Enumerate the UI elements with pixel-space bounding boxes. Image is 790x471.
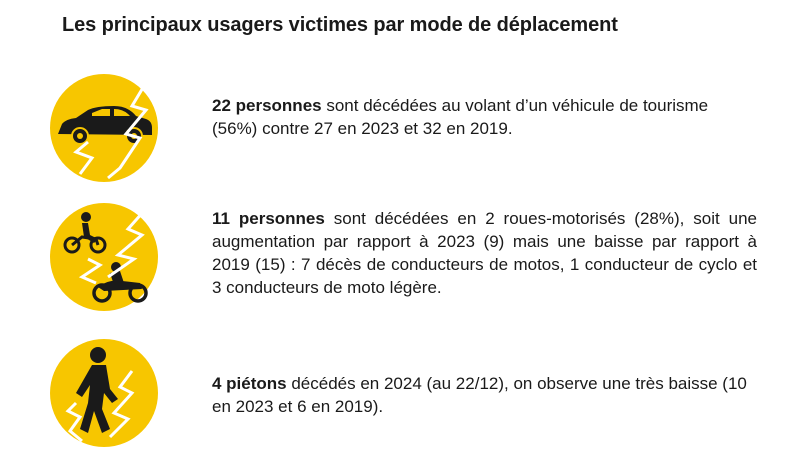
car-icon [48,72,160,184]
victim-item-text [212,372,752,418]
victim-description: sont décédées en 2 roues-motorisés (28%), soit une augmentation par rapport à 2023 (9) mais une baisse par rapport à 2019 (15) : 7 décès de conducteurs de motos, 1 conducteur de cyclo et 3 conducteurs de moto légère. [212,209,757,297]
victim-count: 11 personnes [212,209,325,228]
victim-description: sont décédées au volant d’un véhicule de tourisme (56%) contre 27 en 2023 et 32 en 2019. [212,96,709,138]
victim-item-text [212,207,757,299]
pedestrian-icon [48,337,160,449]
victim-count: 4 piétons [212,374,287,393]
victim-count: 22 personnes [212,96,322,115]
page-title: Les principaux usagers victimes par mode de déplacement [62,14,618,36]
motorcycle-icon [48,201,160,313]
victim-item-text [212,94,732,140]
victim-description: décédés en 2024 (au 22/12), on observe une très baisse (10 en 2023 et 6 en 2019). [212,374,747,416]
